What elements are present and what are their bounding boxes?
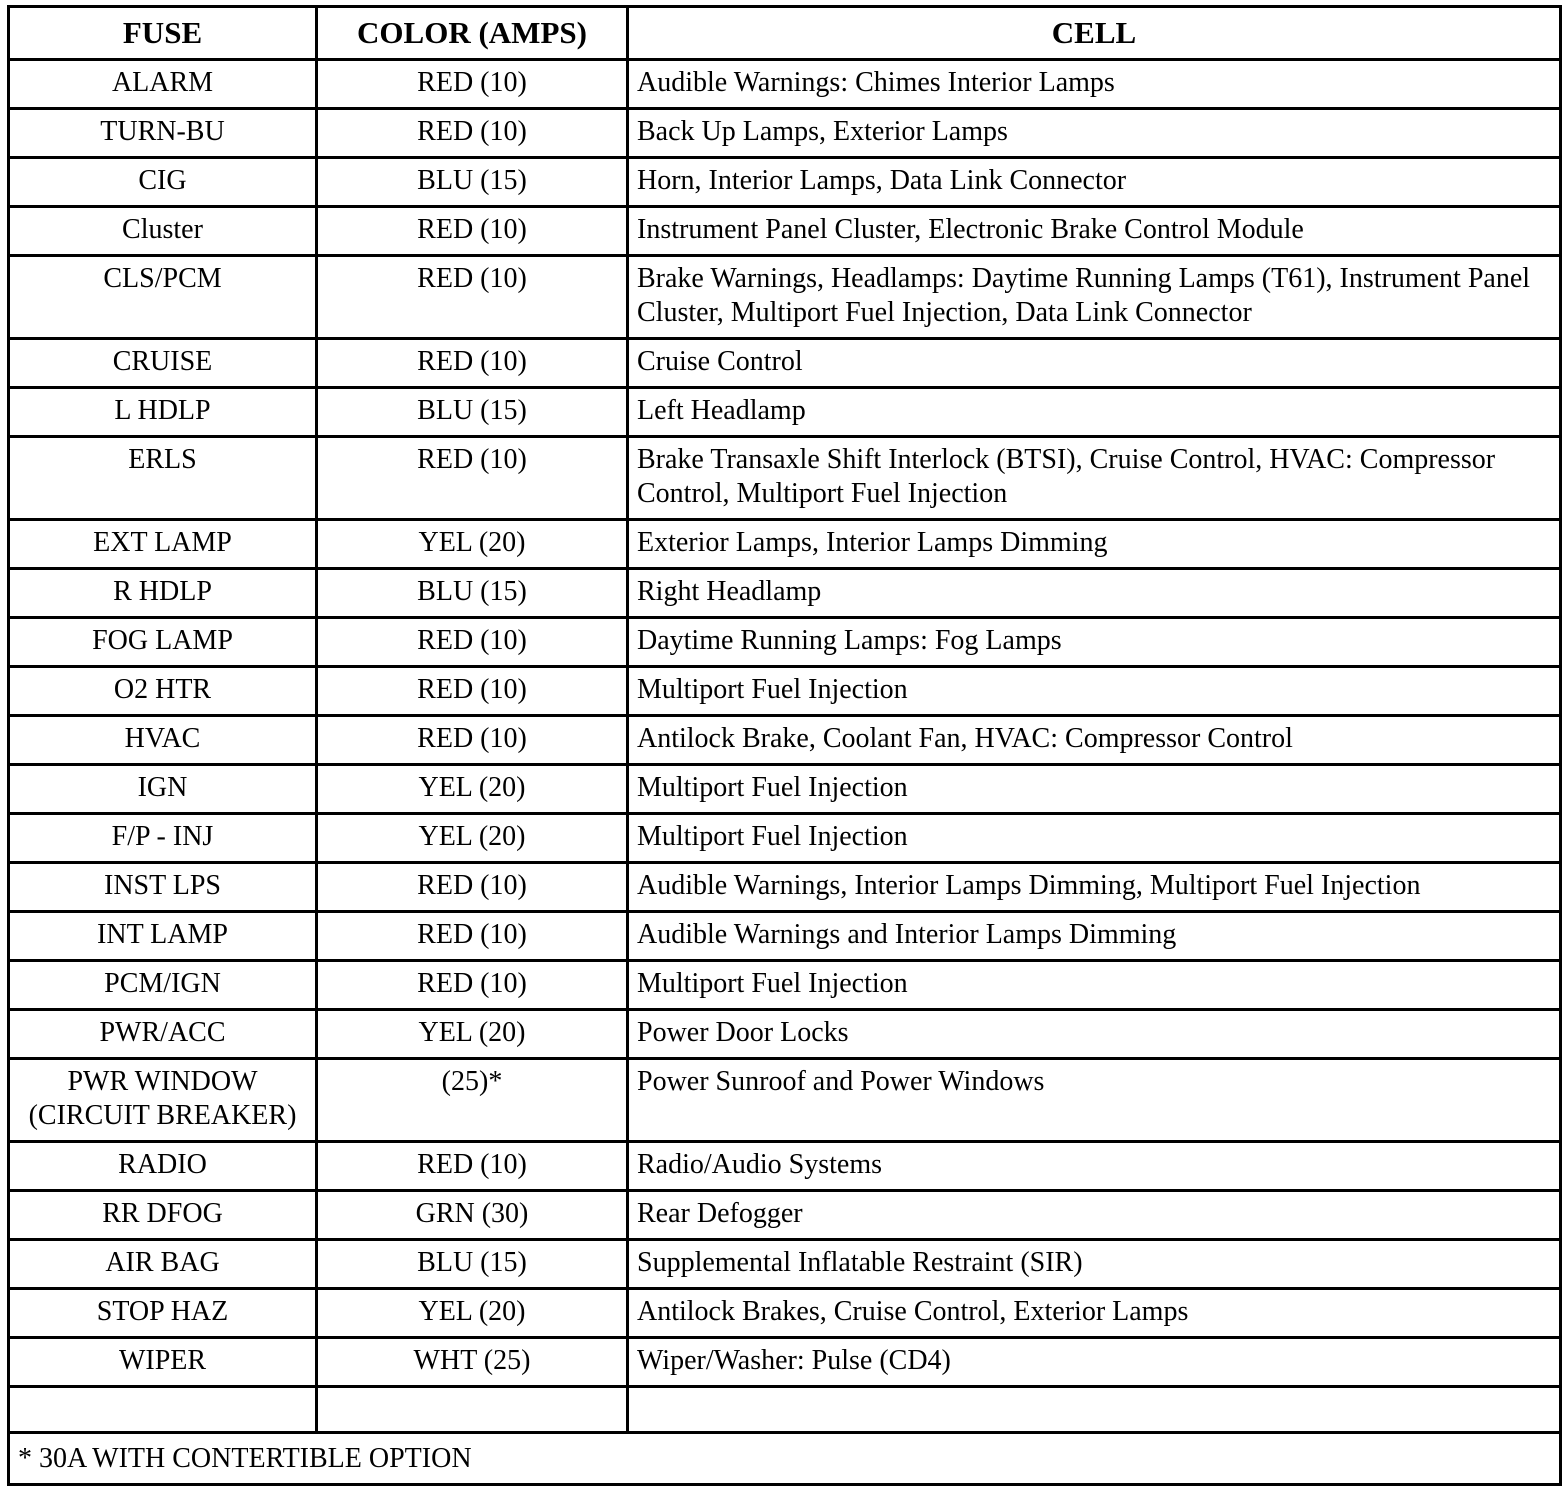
circuit-cell: Instrument Panel Cluster, Electronic Brake Control Module — [628, 207, 1561, 256]
circuit-cell: Exterior Lamps, Interior Lamps Dimming — [628, 520, 1561, 569]
circuit-cell: Multiport Fuel Injection — [628, 667, 1561, 716]
table-row — [9, 1338, 1561, 1387]
fuse-cell: CIG — [9, 158, 317, 207]
circuit-cell: Left Headlamp — [628, 388, 1561, 437]
circuit-cell: Audible Warnings: Chimes Interior Lamps — [628, 60, 1561, 109]
circuit-cell: Brake Warnings, Headlamps: Daytime Running Lamps (T61), Instrument Panel Cluster, Multiport Fuel Injection, Data Link Connector — [628, 256, 1561, 339]
circuit-cell: Multiport Fuel Injection — [628, 961, 1561, 1010]
table-row — [9, 814, 1561, 863]
fuse-cell: F/P - INJ — [9, 814, 317, 863]
color-cell: YEL (20) — [317, 1289, 628, 1338]
fuse-cell: L HDLP — [9, 388, 317, 437]
color-cell: BLU (15) — [317, 1240, 628, 1289]
header-cell: CELL — [628, 7, 1561, 60]
color-cell: WHT (25) — [317, 1338, 628, 1387]
color-cell: RED (10) — [317, 716, 628, 765]
fuse-cell: STOP HAZ — [9, 1289, 317, 1338]
circuit-cell: Audible Warnings and Interior Lamps Dimming — [628, 912, 1561, 961]
circuit-cell: Radio/Audio Systems — [628, 1142, 1561, 1191]
color-cell: RED (10) — [317, 207, 628, 256]
circuit-cell: Multiport Fuel Injection — [628, 765, 1561, 814]
color-cell: RED (10) — [317, 667, 628, 716]
color-cell: YEL (20) — [317, 520, 628, 569]
table-row — [9, 716, 1561, 765]
table-row — [9, 207, 1561, 256]
fuse-cell: AIR BAG — [9, 1240, 317, 1289]
circuit-cell: Horn, Interior Lamps, Data Link Connector — [628, 158, 1561, 207]
fuse-cell: ERLS — [9, 437, 317, 520]
color-cell: RED (10) — [317, 618, 628, 667]
fuse-cell: O2 HTR — [9, 667, 317, 716]
color-cell: RED (10) — [317, 437, 628, 520]
color-cell: (25)* — [317, 1059, 628, 1142]
fuse-name-line2: (CIRCUIT BREAKER) — [28, 1100, 297, 1131]
fuse-cell: CLS/PCM — [9, 256, 317, 339]
circuit-cell: Antilock Brakes, Cruise Control, Exterior Lamps — [628, 1289, 1561, 1338]
fuse-cell: ALARM — [9, 60, 317, 109]
fuse-cell: INST LPS — [9, 863, 317, 912]
circuit-cell: Right Headlamp — [628, 569, 1561, 618]
circuit-cell: Brake Transaxle Shift Interlock (BTSI), Cruise Control, HVAC: Compressor Control, Multiport Fuel Injection — [628, 437, 1561, 520]
color-cell: RED (10) — [317, 912, 628, 961]
color-cell: YEL (20) — [317, 765, 628, 814]
fuse-table — [7, 5, 1562, 1486]
header-fuse: FUSE — [9, 7, 317, 60]
table-row — [9, 1289, 1561, 1338]
circuit-cell: Multiport Fuel Injection — [628, 814, 1561, 863]
color-cell: RED (10) — [317, 339, 628, 388]
color-cell: RED (10) — [317, 109, 628, 158]
color-cell: RED (10) — [317, 1142, 628, 1191]
circuit-cell: Audible Warnings, Interior Lamps Dimming, Multiport Fuel Injection — [628, 863, 1561, 912]
empty-cell — [628, 1387, 1561, 1433]
fuse-cell: RADIO — [9, 1142, 317, 1191]
fuse-cell: RR DFOG — [9, 1191, 317, 1240]
fuse-cell: PWR/ACC — [9, 1010, 317, 1059]
table-row — [9, 388, 1561, 437]
circuit-cell: Supplemental Inflatable Restraint (SIR) — [628, 1240, 1561, 1289]
table-row — [9, 961, 1561, 1010]
color-cell: RED (10) — [317, 961, 628, 1010]
fuse-cell: INT LAMP — [9, 912, 317, 961]
color-cell: RED (10) — [317, 60, 628, 109]
table-row — [9, 256, 1561, 339]
header-color-amps: COLOR (AMPS) — [317, 7, 628, 60]
fuse-cell: TURN-BU — [9, 109, 317, 158]
empty-cell — [317, 1387, 628, 1433]
color-cell: YEL (20) — [317, 1010, 628, 1059]
color-cell: BLU (15) — [317, 569, 628, 618]
empty-cell — [9, 1387, 317, 1433]
circuit-cell: Rear Defogger — [628, 1191, 1561, 1240]
table-row — [9, 1240, 1561, 1289]
circuit-cell: Power Sunroof and Power Windows — [628, 1059, 1561, 1142]
table-row — [9, 569, 1561, 618]
fuse-cell: R HDLP — [9, 569, 317, 618]
circuit-cell: Back Up Lamps, Exterior Lamps — [628, 109, 1561, 158]
footnote: * 30A WITH CONTERTIBLE OPTION — [9, 1433, 1561, 1485]
color-cell: BLU (15) — [317, 158, 628, 207]
table-row — [9, 520, 1561, 569]
fuse-cell: Cluster — [9, 207, 317, 256]
color-cell: GRN (30) — [317, 1191, 628, 1240]
fuse-cell: HVAC — [9, 716, 317, 765]
circuit-cell: Wiper/Washer: Pulse (CD4) — [628, 1338, 1561, 1387]
table-row — [9, 1059, 1561, 1142]
fuse-cell: EXT LAMP — [9, 520, 317, 569]
table-row — [9, 158, 1561, 207]
circuit-cell: Antilock Brake, Coolant Fan, HVAC: Compressor Control — [628, 716, 1561, 765]
fuse-cell: PCM/IGN — [9, 961, 317, 1010]
circuit-cell: Power Door Locks — [628, 1010, 1561, 1059]
empty-row — [9, 1387, 1561, 1433]
table-row — [9, 912, 1561, 961]
table-row — [9, 618, 1561, 667]
fuse-cell: IGN — [9, 765, 317, 814]
table-row — [9, 60, 1561, 109]
table-row — [9, 1010, 1561, 1059]
circuit-cell: Daytime Running Lamps: Fog Lamps — [628, 618, 1561, 667]
color-cell: RED (10) — [317, 863, 628, 912]
fuse-cell — [9, 1059, 317, 1142]
table-row — [9, 863, 1561, 912]
color-cell: RED (10) — [317, 256, 628, 339]
color-cell: YEL (20) — [317, 814, 628, 863]
table-row — [9, 1191, 1561, 1240]
table-row — [9, 1142, 1561, 1191]
table-row — [9, 667, 1561, 716]
table-row — [9, 339, 1561, 388]
footnote-row — [9, 1433, 1561, 1485]
circuit-cell: Cruise Control — [628, 339, 1561, 388]
color-cell: BLU (15) — [317, 388, 628, 437]
fuse-cell: FOG LAMP — [9, 618, 317, 667]
fuse-cell: CRUISE — [9, 339, 317, 388]
fuse-cell: WIPER — [9, 1338, 317, 1387]
fuse-name-line1: PWR WINDOW — [67, 1066, 258, 1097]
header-row — [9, 7, 1561, 60]
table-row — [9, 109, 1561, 158]
table-row — [9, 437, 1561, 520]
table-row — [9, 765, 1561, 814]
